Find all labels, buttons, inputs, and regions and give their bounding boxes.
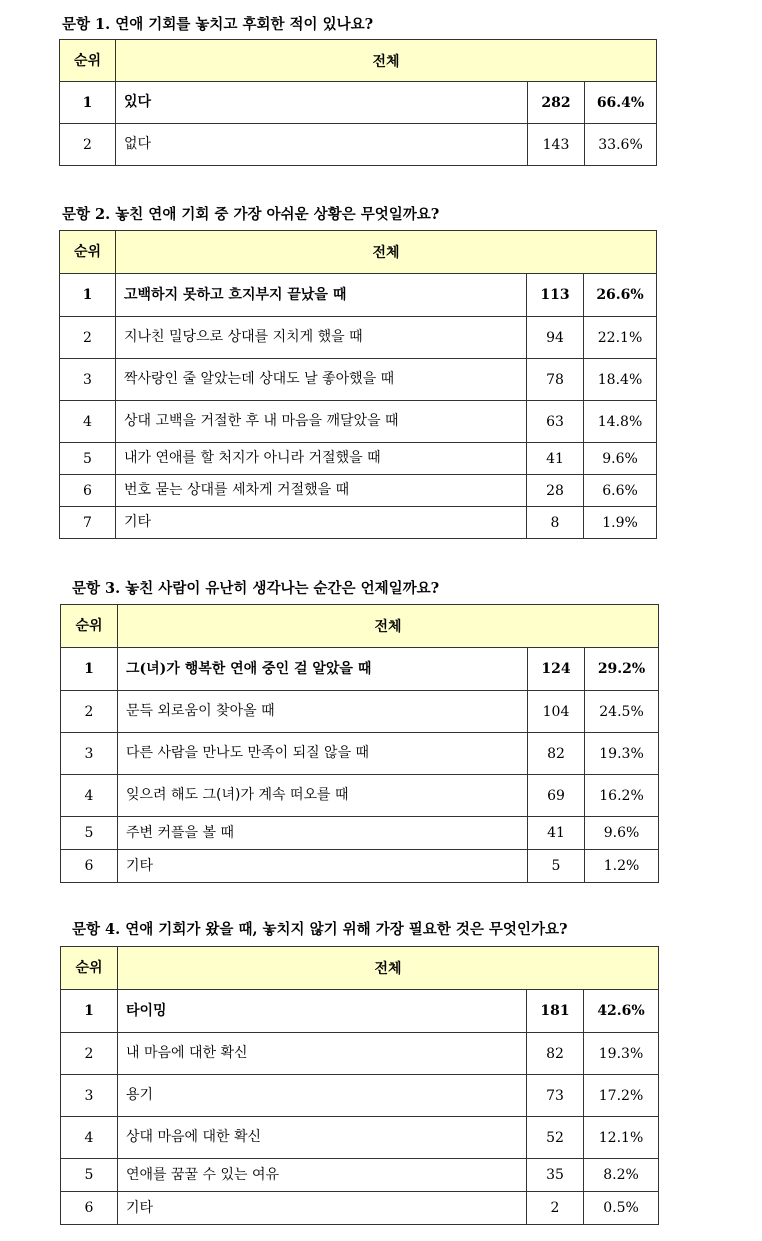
rank-cell: 3 (61, 1075, 118, 1117)
table-row (60, 359, 657, 401)
count-cell: 82 (527, 1033, 584, 1075)
table-row (61, 1033, 659, 1075)
percent-cell: 16.2% (585, 775, 659, 817)
count-cell: 113 (527, 274, 584, 317)
percent-cell: 24.5% (585, 691, 659, 733)
percent-cell: 66.4% (585, 82, 657, 124)
answer-cell: 기타 (116, 507, 527, 539)
rank-cell: 2 (60, 317, 116, 359)
count-cell: 35 (527, 1159, 584, 1192)
count-cell: 104 (528, 691, 585, 733)
table-row (60, 124, 657, 166)
count-cell: 41 (527, 443, 584, 475)
answer-cell: 내 마음에 대한 확신 (118, 1033, 527, 1075)
table-row (60, 317, 657, 359)
answer-cell: 기타 (118, 1192, 527, 1225)
table-row (61, 775, 659, 817)
percent-cell: 26.6% (584, 274, 657, 317)
rank-cell: 2 (61, 691, 118, 733)
all-header: 전체 (116, 231, 657, 274)
rank-header: 순위 (60, 231, 116, 274)
count-cell: 282 (528, 82, 585, 124)
percent-cell: 18.4% (584, 359, 657, 401)
answer-cell: 주변 커플을 볼 때 (118, 817, 528, 850)
question-3-table (60, 604, 659, 883)
question-2-table (59, 230, 657, 539)
rank-cell: 1 (61, 648, 118, 691)
count-cell: 143 (528, 124, 585, 166)
percent-cell: 8.2% (584, 1159, 659, 1192)
percent-cell: 12.1% (584, 1117, 659, 1159)
table-row (61, 648, 659, 691)
question-1-title: 문항 1. 연애 기회를 놓치고 후회한 적이 있나요? (62, 16, 374, 33)
answer-cell: 고백하지 못하고 흐지부지 끝났을 때 (116, 274, 527, 317)
table-row (61, 1117, 659, 1159)
percent-cell: 19.3% (584, 1033, 659, 1075)
answer-cell: 번호 묻는 상대를 세차게 거절했을 때 (116, 475, 527, 507)
rank-cell: 4 (60, 401, 116, 443)
table-row (61, 733, 659, 775)
question-1-table (59, 39, 657, 166)
rank-cell: 2 (61, 1033, 118, 1075)
answer-cell: 있다 (116, 82, 528, 124)
percent-cell: 1.2% (585, 850, 659, 883)
answer-cell: 그(녀)가 행복한 연애 중인 걸 알았을 때 (118, 648, 528, 691)
answer-cell: 다른 사람을 만나도 만족이 되질 않을 때 (118, 733, 528, 775)
percent-cell: 29.2% (585, 648, 659, 691)
all-header: 전체 (118, 605, 659, 648)
percent-cell: 14.8% (584, 401, 657, 443)
percent-cell: 33.6% (585, 124, 657, 166)
percent-cell: 1.9% (584, 507, 657, 539)
rank-cell: 5 (61, 817, 118, 850)
percent-cell: 19.3% (585, 733, 659, 775)
rank-cell: 1 (60, 82, 116, 124)
all-header: 전체 (116, 40, 657, 82)
count-cell: 2 (527, 1192, 584, 1225)
percent-cell: 9.6% (584, 443, 657, 475)
rank-cell: 6 (61, 850, 118, 883)
answer-cell: 내가 연애를 할 처지가 아니라 거절했을 때 (116, 443, 527, 475)
answer-cell: 잊으려 해도 그(녀)가 계속 떠오를 때 (118, 775, 528, 817)
count-cell: 5 (528, 850, 585, 883)
count-cell: 8 (527, 507, 584, 539)
table-row (61, 1159, 659, 1192)
answer-cell: 상대 고백을 거절한 후 내 마음을 깨달았을 때 (116, 401, 527, 443)
percent-cell: 22.1% (584, 317, 657, 359)
question-4-title: 문항 4. 연애 기회가 왔을 때, 놓치지 않기 위해 가장 필요한 것은 무엇인가요? (72, 921, 568, 938)
table-row (61, 850, 659, 883)
table-row (61, 817, 659, 850)
question-2-title: 문항 2. 놓친 연애 기회 중 가장 아쉬운 상황은 무엇일까요? (62, 206, 440, 223)
answer-cell: 연애를 꿈꿀 수 있는 여유 (118, 1159, 527, 1192)
percent-cell: 0.5% (584, 1192, 659, 1225)
percent-cell: 17.2% (584, 1075, 659, 1117)
table-row (61, 1192, 659, 1225)
count-cell: 52 (527, 1117, 584, 1159)
rank-header: 순위 (61, 605, 118, 648)
table-row (60, 507, 657, 539)
rank-cell: 4 (61, 775, 118, 817)
rank-cell: 6 (60, 475, 116, 507)
percent-cell: 9.6% (585, 817, 659, 850)
count-cell: 73 (527, 1075, 584, 1117)
table-row (60, 274, 657, 317)
count-cell: 82 (528, 733, 585, 775)
answer-cell: 기타 (118, 850, 528, 883)
rank-cell: 6 (61, 1192, 118, 1225)
answer-cell: 짝사랑인 줄 알았는데 상대도 날 좋아했을 때 (116, 359, 527, 401)
answer-cell: 용기 (118, 1075, 527, 1117)
count-cell: 94 (527, 317, 584, 359)
all-header: 전체 (118, 947, 659, 990)
question-4-table (60, 946, 659, 1225)
rank-cell: 1 (61, 990, 118, 1033)
count-cell: 41 (528, 817, 585, 850)
count-cell: 63 (527, 401, 584, 443)
count-cell: 78 (527, 359, 584, 401)
answer-cell: 지나친 밀당으로 상대를 지치게 했을 때 (116, 317, 527, 359)
percent-cell: 6.6% (584, 475, 657, 507)
rank-cell: 2 (60, 124, 116, 166)
rank-cell: 1 (60, 274, 116, 317)
rank-header: 순위 (60, 40, 116, 82)
rank-cell: 5 (61, 1159, 118, 1192)
count-cell: 181 (527, 990, 584, 1033)
rank-cell: 5 (60, 443, 116, 475)
count-cell: 124 (528, 648, 585, 691)
count-cell: 28 (527, 475, 584, 507)
answer-cell: 문득 외로움이 찾아올 때 (118, 691, 528, 733)
table-row (61, 1075, 659, 1117)
rank-header: 순위 (61, 947, 118, 990)
answer-cell: 상대 마음에 대한 확신 (118, 1117, 527, 1159)
question-3-title: 문항 3. 놓친 사람이 유난히 생각나는 순간은 언제일까요? (72, 580, 440, 597)
rank-cell: 3 (60, 359, 116, 401)
rank-cell: 7 (60, 507, 116, 539)
table-row (60, 82, 657, 124)
percent-cell: 42.6% (584, 990, 659, 1033)
table-row (61, 990, 659, 1033)
table-row (60, 401, 657, 443)
table-row (60, 475, 657, 507)
table-row (61, 691, 659, 733)
answer-cell: 타이밍 (118, 990, 527, 1033)
rank-cell: 3 (61, 733, 118, 775)
table-row (60, 443, 657, 475)
count-cell: 69 (528, 775, 585, 817)
rank-cell: 4 (61, 1117, 118, 1159)
answer-cell: 없다 (116, 124, 528, 166)
